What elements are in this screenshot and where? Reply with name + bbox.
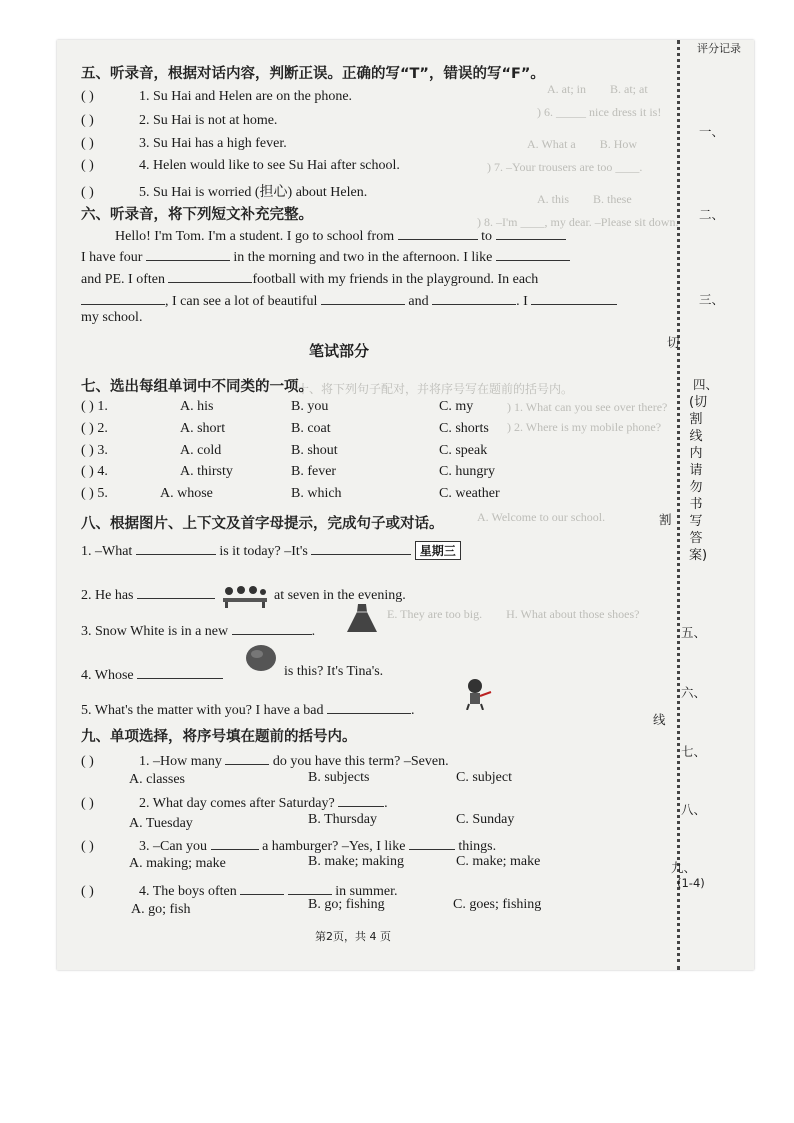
s7-row-3-num: ( ) 3. xyxy=(81,443,108,458)
s9-q1: ( ) 1. –How many do you have this term? –Seven. xyxy=(81,750,449,770)
score-mark-6: 六、 xyxy=(681,685,707,700)
s7-row-1-b: B. you xyxy=(291,399,329,414)
written-part-title: 笔试部分 xyxy=(309,342,370,360)
fill-blank[interactable] xyxy=(409,835,455,850)
s7-row-5-c: C. weather xyxy=(439,486,500,501)
s7-row-4-num: ( ) 4. xyxy=(81,464,108,479)
s9-q1-c: C. subject xyxy=(456,770,512,785)
sick-girl-icon xyxy=(461,676,495,710)
family-dinner-icon xyxy=(219,584,271,608)
section-9-title: 九、单项选择，将序号填在题前的括号内。 xyxy=(81,729,357,745)
s7-row-5-a: A. whose xyxy=(160,486,213,501)
s5-item-2: ( ) 2. Su Hai is not at home. xyxy=(81,113,278,128)
s7-row-2-num: ( ) 2. xyxy=(81,421,108,436)
dress-icon xyxy=(345,602,379,636)
s9-q3-c: C. make; make xyxy=(456,854,541,869)
fill-blank[interactable] xyxy=(432,290,516,305)
ghost-text: A. at; in B. at; at xyxy=(547,82,648,96)
section-5-title: 五、听录音，根据对话内容，判断正误。正确的写“T”，错误的写“F”。 xyxy=(81,66,545,82)
score-record-header: 评分记录 xyxy=(697,42,741,55)
ghost-text: ) 7. –Your trousers are too ____. xyxy=(487,160,643,174)
s6-line-5: my school. xyxy=(81,310,143,325)
exam-page xyxy=(57,40,754,970)
score-mark-9: 九、 xyxy=(671,860,697,875)
s5-item-3: ( ) 3. Su Hai has a high fever. xyxy=(81,136,287,151)
s8-q5: 5. What's the matter with you? I have a bad . xyxy=(81,699,415,719)
s7-row-3-c: C. speak xyxy=(439,443,488,458)
score-mark-4: 四、 xyxy=(693,377,719,392)
s9-q3: ( ) 3. –Can you a hamburger? –Yes, I like things. xyxy=(81,835,496,855)
s5-item-5: ( ) 5. Su Hai is worried (担心) about Helen. xyxy=(81,185,368,200)
s9-q2: ( ) 2. What day comes after Saturday? . xyxy=(81,792,388,812)
fill-blank[interactable] xyxy=(240,880,284,895)
cut-char-2: 割 xyxy=(659,512,672,527)
fill-blank[interactable] xyxy=(225,750,269,765)
fill-blank[interactable] xyxy=(321,290,405,305)
fill-blank[interactable] xyxy=(327,699,411,714)
s7-row-5-num: ( ) 5. xyxy=(81,486,108,501)
s7-row-3-b: B. shout xyxy=(291,443,338,458)
s6-line-2: I have four in the morning and two in the afternoon. I like xyxy=(81,246,570,266)
fill-blank[interactable] xyxy=(137,584,215,599)
s7-row-2-b: B. coat xyxy=(291,421,331,436)
s9-q1-a: A. classes xyxy=(129,772,185,787)
s9-q1-b: B. subjects xyxy=(308,770,370,785)
fill-blank[interactable] xyxy=(137,664,223,679)
cut-char-1: 切 xyxy=(667,335,680,350)
score-mark-2: 二、 xyxy=(699,207,725,222)
s6-line-4: , I can see a lot of beautiful and . I xyxy=(81,290,617,310)
s9-q3-b: B. make; making xyxy=(308,854,405,869)
s9-q4-a: A. go; fish xyxy=(131,902,191,917)
ghost-text: E. They are too big. H. What about those shoes? xyxy=(387,607,640,621)
fill-blank[interactable] xyxy=(81,290,165,305)
ghost-text: A. What a B. How xyxy=(527,137,638,151)
ghost-text: 十、将下列句子配对，并将序号写在题前的括号内。 xyxy=(297,382,574,396)
s7-row-1-c: C. my xyxy=(439,399,474,414)
s9-q3-a: A. making; make xyxy=(129,856,226,871)
section-7-title: 七、选出每组单词中不同类的一项。 xyxy=(81,379,313,395)
score-mark-1: 一、 xyxy=(699,124,725,139)
s7-row-4-b: B. fever xyxy=(291,464,337,479)
s9-q4: ( ) 4. The boys often in summer. xyxy=(81,880,397,900)
fill-blank[interactable] xyxy=(531,290,617,305)
score-mark-9-sub: (1-4) xyxy=(677,876,705,890)
fill-blank[interactable] xyxy=(168,268,252,283)
s9-q4-c: C. goes; fishing xyxy=(453,897,542,912)
fill-blank[interactable] xyxy=(288,880,332,895)
s8-q3: 3. Snow White is in a new . xyxy=(81,620,315,640)
fill-blank[interactable] xyxy=(338,792,384,807)
s9-q2-a: A. Tuesday xyxy=(129,816,193,831)
s7-row-1-a: A. his xyxy=(180,399,214,414)
s9-q4-b: B. go; fishing xyxy=(308,897,385,912)
cut-char-3: 线 xyxy=(653,712,666,727)
s7-row-2-c: C. shorts xyxy=(439,421,489,436)
fill-blank[interactable] xyxy=(232,620,312,635)
ghost-text: ) 6. _____ nice dress it is! xyxy=(537,105,662,119)
s6-line-3: and PE. I often football with my friends in the playground. In each xyxy=(81,268,538,288)
s7-row-1-num: ( ) 1. xyxy=(81,399,108,414)
fill-blank[interactable] xyxy=(146,246,230,261)
fill-blank[interactable] xyxy=(398,225,478,240)
ghost-text: ) 8. –I'm ____, my dear. –Please sit down. xyxy=(477,215,679,229)
ghost-text: A. this B. these xyxy=(537,192,632,206)
s7-row-3-a: A. cold xyxy=(180,443,222,458)
s9-q2-c: C. Sunday xyxy=(456,812,515,827)
section-8-title: 八、根据图片、上下文及首字母提示，完成句子或对话。 xyxy=(81,516,444,532)
cap-icon xyxy=(243,642,279,674)
fill-blank[interactable] xyxy=(496,225,566,240)
s7-row-2-a: A. short xyxy=(180,421,226,436)
fill-blank[interactable] xyxy=(136,540,216,555)
weekday-badge: 星期三 xyxy=(415,541,461,560)
cut-line xyxy=(677,40,680,970)
score-mark-3: 三、 xyxy=(699,292,725,307)
score-mark-5: 五、 xyxy=(681,625,707,640)
ghost-text: ) 1. What can you see over there? xyxy=(507,400,668,414)
s8-q4-tail: is this? It's Tina's. xyxy=(284,664,384,679)
s5-item-4: ( ) 4. Helen would like to see Su Hai after school. xyxy=(81,158,400,173)
fill-blank[interactable] xyxy=(496,246,570,261)
s5-item-1: ( ) 1. Su Hai and Helen are on the phone. xyxy=(81,89,353,104)
ghost-text: A. Welcome to our school. xyxy=(477,510,606,524)
s7-row-5-b: B. which xyxy=(291,486,342,501)
fill-blank[interactable] xyxy=(311,540,411,555)
s7-row-4-a: A. thirsty xyxy=(180,464,233,479)
score-mark-7: 七、 xyxy=(681,744,707,759)
s8-q4: 4. Whose xyxy=(81,664,223,684)
ghost-text: ) 2. Where is my mobile phone? xyxy=(507,420,662,434)
s8-q1: 1. –What is it today? –It's 星期三 xyxy=(81,540,461,560)
s9-q2-b: B. Thursday xyxy=(308,812,377,827)
s6-line-1: Hello! I'm Tom. I'm a student. I go to school from to xyxy=(115,225,566,245)
s7-row-4-c: C. hungry xyxy=(439,464,495,479)
section-6-title: 六、听录音，将下列短文补充完整。 xyxy=(81,207,313,223)
s8-q2: 2. He has at seven in the evening. xyxy=(81,584,406,608)
score-mark-8: 八、 xyxy=(681,802,707,817)
fill-blank[interactable] xyxy=(211,835,259,850)
cut-line-notice: (切割线内请勿书写答案) xyxy=(689,395,708,563)
page-footer: 第2页，共 4 页 xyxy=(315,930,391,943)
